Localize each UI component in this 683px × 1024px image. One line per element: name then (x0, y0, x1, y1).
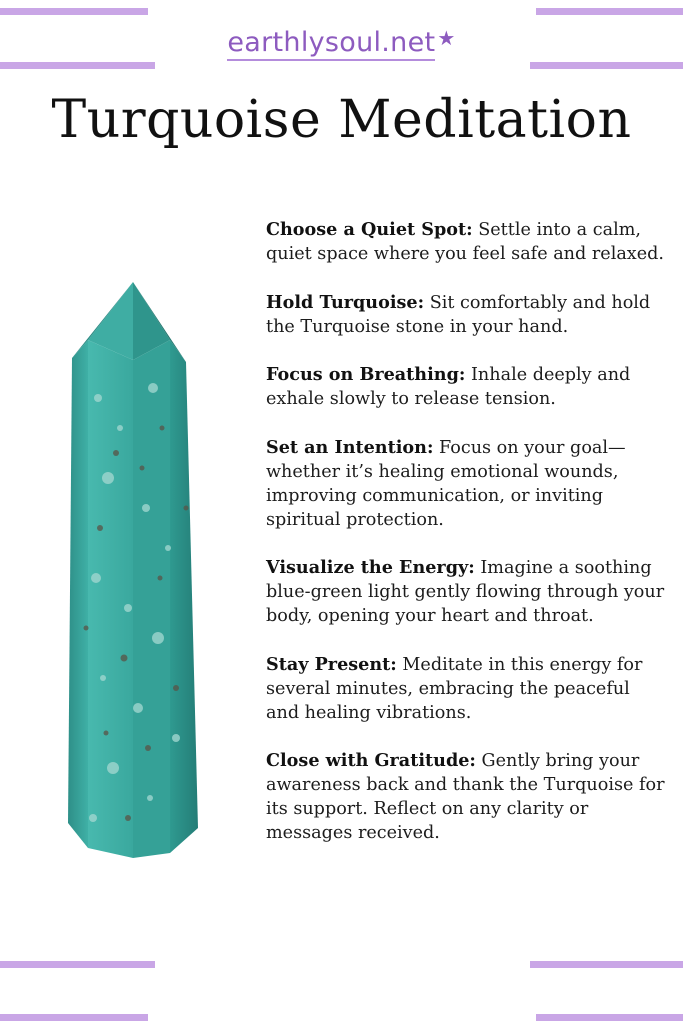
meditation-steps (266, 218, 666, 870)
bottom-left-bar-lower (0, 1014, 148, 1021)
bottom-right-bar-upper (530, 961, 683, 968)
step-heading: Hold Turquoise: (266, 291, 425, 313)
step-set-an-intention (266, 436, 666, 532)
top-right-bar-upper (536, 8, 683, 15)
bottom-left-bar-upper (0, 961, 155, 968)
top-left-bar-lower (0, 62, 155, 69)
step-hold-turquoise (266, 291, 666, 339)
page-title: Turquoise Meditation (51, 90, 632, 150)
step-close-with-gratitude (266, 749, 666, 845)
step-text: Imagine a soothing blue-green light gently flowing through your body, opening your heart and throat. (266, 558, 665, 626)
top-left-bar-upper (0, 8, 148, 15)
step-heading: Choose a Quiet Spot: (266, 219, 473, 240)
turquoise-crystal-image (58, 278, 208, 858)
step-text: Settle into a calm, quiet space where you feel safe and relaxed. (266, 220, 664, 264)
top-right-bar-lower (530, 62, 683, 69)
step-heading: Visualize the Energy: (266, 557, 475, 578)
bottom-right-bar-lower (536, 1014, 683, 1021)
step-text: Sit comfortably and hold the Turquoise stone in your hand. (266, 292, 651, 337)
step-text: Meditate in this energy for several minutes, embracing the peaceful and healing vibrations. (266, 654, 643, 723)
brand-logo[interactable] (0, 26, 683, 58)
step-text: Focus on your goal—whether it’s healing emotional wounds, improving communication, or inviting spiritual protection. (266, 437, 626, 530)
step-text: Gently bring your awareness back and thank the Turquoise for its support. Reflect on any clarity or messages received. (266, 751, 665, 843)
dancing-figure-icon: ★ (437, 26, 456, 50)
step-text: Inhale deeply and exhale slowly to release tension. (266, 365, 631, 409)
step-visualize-energy (266, 556, 666, 628)
step-stay-present (266, 653, 666, 725)
step-heading: Focus on Breathing: (266, 364, 466, 385)
step-heading: Set an Intention: (266, 436, 434, 458)
step-choose-quiet-spot (266, 218, 666, 266)
step-heading: Close with Gratitude: (266, 750, 476, 771)
logo-wordmark: earthlysoul.net (227, 27, 435, 61)
step-focus-on-breathing (266, 363, 666, 411)
step-heading: Stay Present: (266, 653, 397, 675)
